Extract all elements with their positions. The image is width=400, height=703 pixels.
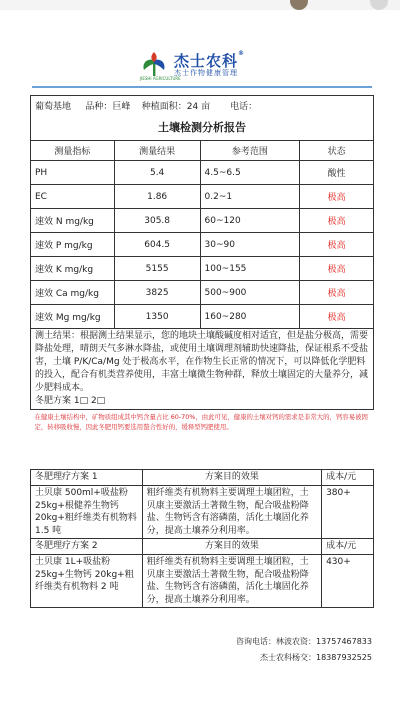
cost-header: 成本/元	[322, 470, 374, 486]
range-cell: 60~120	[200, 209, 300, 233]
header-status: 状态	[300, 141, 374, 161]
effect-header: 方案目的效果	[142, 539, 321, 555]
calcium-note: 在健康土壤结构中，矿物质组成其中钙含量占比 60-70%，由此可见，健康的土壤对钙的需求是非常大的，钙容易被固定，转移吸收慢，因此冬肥用钙要选用螯合性好的，缓释型钙肥使用。	[31, 410, 374, 435]
logo-registered: ®	[238, 50, 246, 57]
logo-name: 杰士农科	[174, 52, 239, 70]
status-cell: 极高	[300, 281, 374, 305]
header-result: 测量结果	[114, 141, 200, 161]
soil-report-table	[30, 95, 374, 434]
metric-cell: 速效 Ca mg/kg	[31, 281, 115, 305]
logo-tagline: 杰士作物健康管理	[174, 69, 238, 77]
metric-cell: 速效 N mg/kg	[31, 209, 115, 233]
range-cell: 4.5~6.5	[200, 161, 300, 185]
range-cell: 30~90	[200, 233, 300, 257]
plan2-title: 冬肥理疗方案 2	[31, 539, 143, 555]
metric-cell: 速效 K mg/kg	[31, 257, 115, 281]
range-cell: 160~280	[200, 305, 300, 329]
plan1-row	[31, 486, 374, 539]
header-metric: 测量指标	[31, 141, 115, 161]
fertilizer-plan-choice: 冬肥方案 1□ 2□	[35, 396, 106, 406]
table-row	[31, 209, 374, 233]
range-cell: 0.2~1	[200, 185, 300, 209]
range-cell: 500~900	[200, 281, 300, 305]
result-cell: 5.4	[114, 161, 200, 185]
table-row	[31, 233, 374, 257]
info-variety: 品种：巨峰	[85, 101, 131, 112]
result-cell: 5155	[114, 257, 200, 281]
result-cell: 1.86	[114, 185, 200, 209]
result-cell: 1350	[114, 305, 200, 329]
cost-header: 成本/元	[322, 539, 374, 555]
header-range: 参考范围	[200, 141, 300, 161]
result-cell: 604.5	[114, 233, 200, 257]
status-cell: 极高	[300, 209, 374, 233]
plan1-effect: 粗纤维类有机物料主要调理土壤团粒，土贝康主要激活土著微生物，配合吸盐粉降盐、生物钙含有溶磷菌，活化土壤固化养分，提高土壤养分利用率。	[142, 486, 321, 539]
plan2-content: 土贝康 1L+吸盐粉 25kg+生物钙 20kg+粗纤维类有机物料 2 吨	[31, 555, 143, 608]
table-row	[31, 281, 374, 305]
metric-cell: PH	[31, 161, 115, 185]
logo-tiny-text: JIESHI AGRICULTURE	[140, 76, 181, 81]
plan1-content: 土贝康 500ml+吸盐粉 25kg+根健养生物钙 20kg+粗纤维类有机物料 1.5 吨	[31, 486, 143, 539]
plan2-cost: 430+	[322, 555, 374, 608]
status-cell: 极高	[300, 185, 374, 209]
contact-line-2: 杰士农科杨交：18387932525	[260, 653, 372, 662]
plan2-row	[31, 555, 374, 608]
info-row	[31, 96, 374, 115]
table-row	[31, 161, 374, 185]
status-cell: 极高	[300, 305, 374, 329]
status-cell: 极高	[300, 233, 374, 257]
header-divider	[32, 86, 372, 88]
header-row	[31, 141, 374, 161]
contact-line-1: 咨询电话：林波农资：13757467833	[236, 637, 372, 646]
metric-cell: EC	[31, 185, 115, 209]
table-row	[31, 305, 374, 329]
range-cell: 100~155	[200, 257, 300, 281]
summary-cell	[31, 329, 374, 410]
status-cell: 酸性	[300, 161, 374, 185]
metric-cell: 速效 P mg/kg	[31, 233, 115, 257]
result-cell: 305.8	[114, 209, 200, 233]
report-title: 土壤检测分析报告	[31, 114, 374, 141]
status-cell: 极高	[300, 257, 374, 281]
top-bar	[0, 0, 400, 10]
info-base: 葡萄基地	[35, 101, 72, 112]
info-phone: 电话：	[230, 101, 258, 112]
table-row	[31, 257, 374, 281]
fertilizer-plan-table	[30, 469, 374, 608]
plan1-cost: 380+	[322, 486, 374, 539]
summary-text: 测土结果：根据测土结果显示，您的地块土壤酸碱度相对适宜，但是盐分极高，需要降盐处理，晴朗天气多淋水降盐，或使用土壤调理剂辅助快速降盐，保证根系不受盐害，土壤 P/K/Ca/Mg 处于极高水平，在作物生长正常的情况下，可以降低化学肥料的投入，配合有机类营养使用，丰富土壤微生物种群，释放土壤固定的大量养分，减少肥料成本。	[35, 331, 369, 393]
plan2-effect: 粗纤维类有机物料主要调理土壤团粒，土贝康主要激活土著微生物，配合吸盐粉降盐、生物钙含有溶磷菌，活化土壤固化养分，提高土壤养分利用率。	[142, 555, 321, 608]
table-row	[31, 185, 374, 209]
plan2-header-row	[31, 539, 374, 555]
plan1-header-row	[31, 470, 374, 486]
plan1-title: 冬肥理疗方案 1	[31, 470, 143, 486]
info-area: 种植面积：24 亩	[141, 101, 211, 112]
metric-cell: 速效 Mg mg/kg	[31, 305, 115, 329]
result-cell: 3825	[114, 281, 200, 305]
company-logo	[140, 50, 270, 82]
effect-header: 方案目的效果	[142, 470, 321, 486]
